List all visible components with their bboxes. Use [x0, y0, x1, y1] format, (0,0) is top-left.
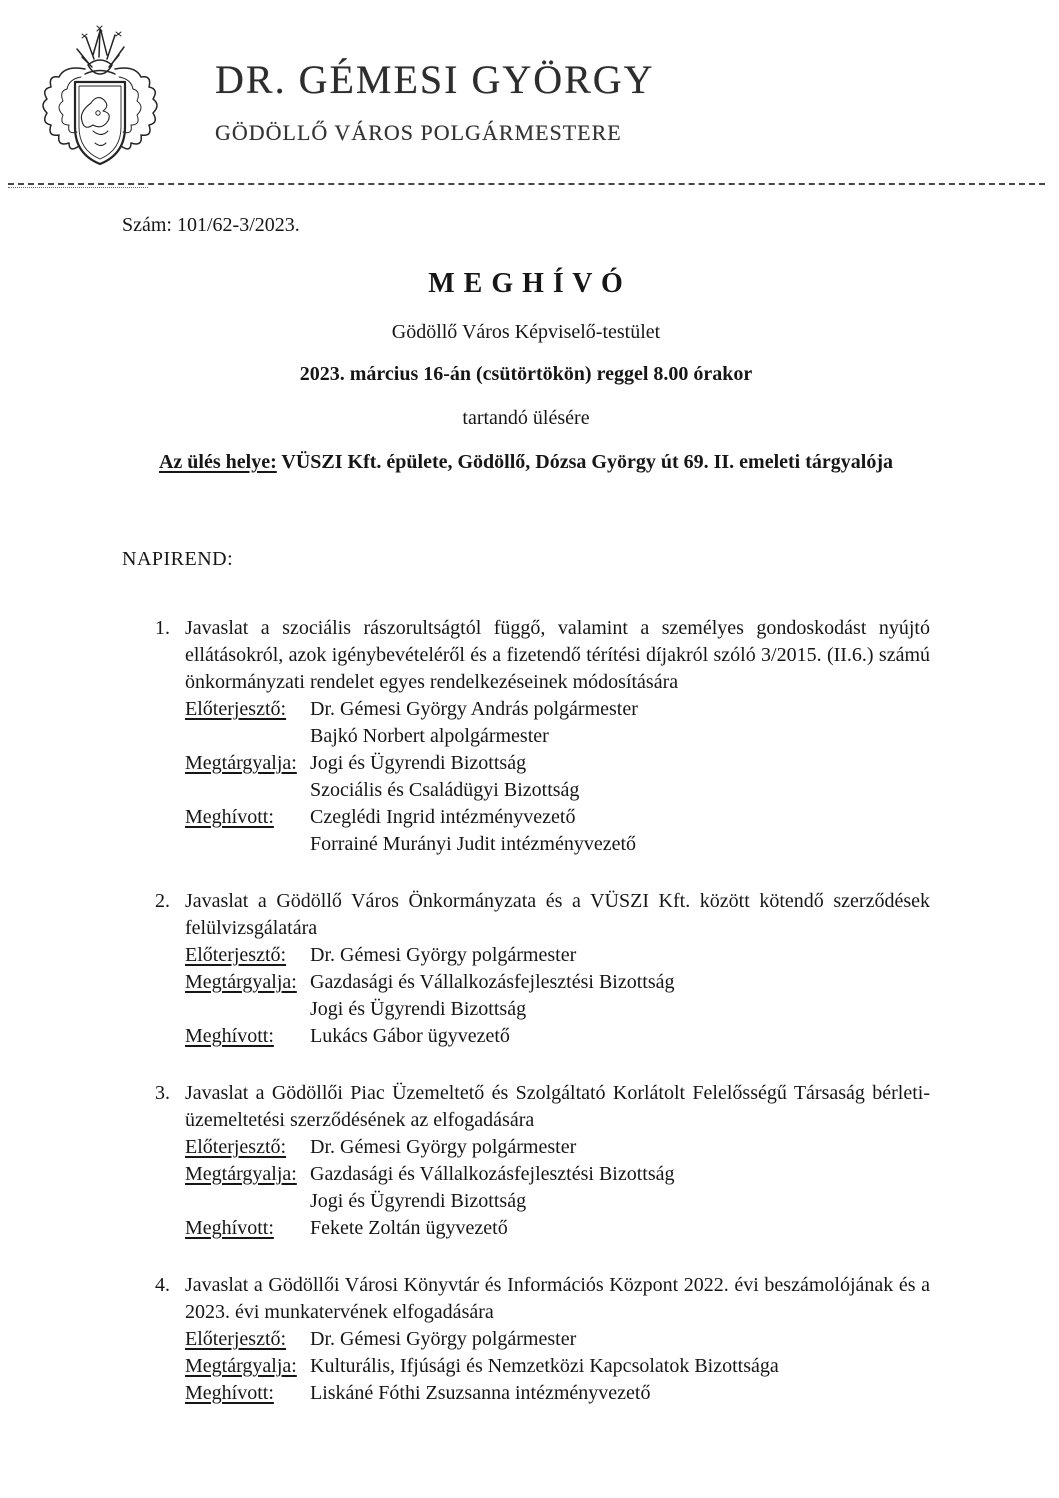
agenda-row-label-text: Előterjesztő:: [185, 1136, 287, 1158]
meeting-location-label: Az ülés helye:: [158, 451, 277, 473]
document-title: M E G H Í V Ó: [428, 268, 624, 299]
agenda-row-label: [185, 1326, 310, 1353]
agenda-item-number: 1.: [155, 617, 170, 639]
agenda-item-row: [185, 1215, 930, 1242]
agenda-item-row: [185, 942, 930, 969]
meeting-body-name: Gödöllő Város Képviselő-testület: [391, 321, 661, 343]
agenda-row-value: Czeglédi Ingrid intézményvezető: [310, 806, 576, 828]
agenda-item-title: Javaslat a Gödöllő Város Önkormányzata és a VÜSZI Kft. között kötendő szerződések felülvizsgálatára: [185, 890, 930, 939]
agenda-item-number: 4.: [155, 1274, 170, 1296]
agenda-row-value: Jogi és Ügyrendi Bizottság: [310, 1190, 527, 1212]
agenda-row-label-text: Megtárgyalja:: [185, 1163, 297, 1185]
agenda-row-values: [310, 1380, 930, 1407]
agenda-row-label-text: Előterjesztő:: [185, 1328, 287, 1350]
agenda-row-values: [310, 1215, 930, 1242]
agenda-row-label-text: Megtárgyalja:: [185, 752, 297, 774]
agenda-row-label: [185, 1215, 310, 1242]
agenda-row-label: [185, 696, 310, 750]
agenda-item: [122, 1272, 930, 1407]
agenda-item: [122, 888, 930, 1050]
agenda-row-label-text: Meghívott:: [185, 1382, 274, 1404]
sender-office: GÖDÖLLŐ VÁROS POLGÁRMESTERE: [215, 120, 622, 145]
agenda-row-label-text: Előterjesztő:: [185, 944, 287, 966]
agenda-item-body: [185, 1272, 930, 1407]
agenda-row-label-text: Meghívott:: [185, 1217, 274, 1239]
agenda-row-label-text: Előterjesztő:: [185, 698, 287, 720]
meeting-occasion: tartandó ülésére: [462, 407, 590, 429]
agenda-item-row: [185, 804, 930, 858]
agenda-item-title: Javaslat a Gödöllői Piac Üzemeltető és Szolgáltató Korlátolt Felelősségű Társaság bérleti-üzemeltetési szerződésének az elfogadására: [185, 1082, 930, 1131]
sender-name: DR. GÉMESI GYÖRGY: [215, 57, 655, 102]
agenda-row-value: Jogi és Ügyrendi Bizottság: [310, 998, 527, 1020]
agenda-item-row: [185, 1134, 930, 1161]
agenda-row-values: [310, 750, 930, 804]
agenda-item-row: [185, 750, 930, 804]
letterhead-text: [215, 57, 655, 147]
agenda-heading: NAPIREND:: [122, 548, 234, 570]
agenda-row-label: [185, 1134, 310, 1161]
agenda-row-value: Lukács Gábor ügyvezető: [310, 1025, 510, 1047]
agenda-row-label: [185, 1161, 310, 1215]
letterhead: [35, 25, 1029, 183]
agenda-item: [122, 615, 930, 858]
agenda-row-values: [310, 1326, 930, 1353]
agenda-item-row: [185, 1161, 930, 1215]
agenda-row-label: [185, 1353, 310, 1380]
agenda-row-value: Liskáné Fóthi Zsuzsanna intézményvezető: [310, 1382, 651, 1404]
meeting-location-value: VÜSZI Kft. épülete, Gödöllő, Dózsa György út 69. II. emeleti tárgyalója: [281, 451, 893, 473]
agenda-row-value: Gazdasági és Vállalkozásfejlesztési Bizottság: [310, 1163, 675, 1185]
agenda-row-value: Dr. Gémesi György polgármester: [310, 944, 577, 966]
agenda-item-title: Javaslat a szociális rászorultságtól függő, valamint a személyes gondoskodást nyújtó ellátásokról, azok igénybevételéről és a fizetendő térítési díjakról szóló 3/2015. (II.6.) számú önkormányzati rendelet egyes rendelkezéseinek módosítására: [185, 617, 930, 693]
agenda-item-number: 2.: [155, 890, 170, 912]
agenda-item-row: [185, 1353, 930, 1380]
agenda-row-label: [185, 969, 310, 1023]
agenda-item-body: [185, 888, 930, 1050]
agenda-list: [122, 615, 930, 1407]
agenda-row-value: Dr. Gémesi György polgármester: [310, 1328, 577, 1350]
agenda-item-row: [185, 1023, 930, 1050]
letterhead-divider: [8, 183, 1045, 185]
agenda-row-values: [310, 804, 930, 858]
agenda-row-value: Kulturális, Ifjúsági és Nemzetközi Kapcsolatok Bizottsága: [310, 1355, 779, 1377]
agenda-item: [122, 1080, 930, 1242]
agenda-row-label-text: Meghívott:: [185, 1025, 274, 1047]
agenda-row-values: [310, 1023, 930, 1050]
agenda-item-row: [185, 1326, 930, 1353]
agenda-item-row: [185, 696, 930, 750]
agenda-row-value: Fekete Zoltán ügyvezető: [310, 1217, 508, 1239]
agenda-row-value: Jogi és Ügyrendi Bizottság: [310, 752, 527, 774]
agenda-row-value: Szociális és Családügyi Bizottság: [310, 779, 580, 801]
agenda-item-title: Javaslat a Gödöllői Városi Könyvtár és Információs Központ 2022. évi beszámolójának és a 2023. évi munkatervének elfogadására: [185, 1274, 930, 1323]
document-body: [122, 212, 930, 1437]
agenda-row-values: [310, 969, 930, 1023]
agenda-row-value: Dr. Gémesi György polgármester: [310, 1136, 577, 1158]
agenda-row-value: Bajkó Norbert alpolgármester: [310, 725, 549, 747]
agenda-row-values: [310, 696, 930, 750]
meeting-datetime: 2023. március 16-án (csütörtökön) reggel 8.00 órakor: [299, 363, 753, 385]
agenda-row-value: Dr. Gémesi György András polgármester: [310, 698, 638, 720]
agenda-row-label: [185, 1023, 310, 1050]
agenda-item-number: 3.: [155, 1082, 170, 1104]
meeting-location: [122, 449, 930, 476]
reference-number: Szám: 101/62-3/2023.: [122, 214, 300, 236]
agenda-item-row: [185, 1380, 930, 1407]
coat-of-arms-icon: [35, 25, 165, 183]
agenda-item-body: [185, 1080, 930, 1242]
agenda-row-label-text: Meghívott:: [185, 806, 274, 828]
agenda-row-label-text: Megtárgyalja:: [185, 971, 297, 993]
agenda-row-values: [310, 1134, 930, 1161]
agenda-item-row: [185, 969, 930, 1023]
agenda-row-value: Forrainé Murányi Judit intézményvezető: [310, 833, 637, 855]
agenda-row-values: [310, 1353, 930, 1380]
agenda-item-body: [185, 615, 930, 858]
agenda-row-values: [310, 1161, 930, 1215]
agenda-row-label-text: Megtárgyalja:: [185, 1355, 297, 1377]
agenda-row-label: [185, 804, 310, 858]
agenda-row-values: [310, 942, 930, 969]
agenda-row-value: Gazdasági és Vállalkozásfejlesztési Bizottság: [310, 971, 675, 993]
agenda-row-label: [185, 942, 310, 969]
agenda-row-label: [185, 1380, 310, 1407]
agenda-row-label: [185, 750, 310, 804]
